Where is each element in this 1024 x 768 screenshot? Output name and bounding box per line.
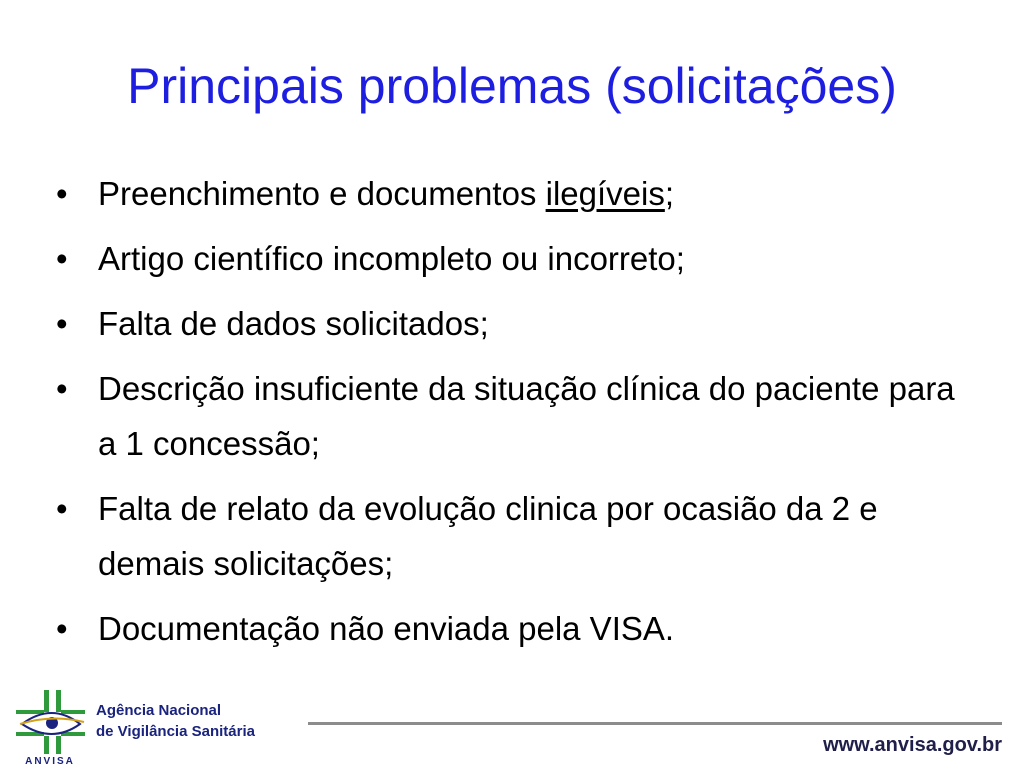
bullet-item	[56, 231, 976, 286]
footer-divider	[308, 722, 1002, 725]
agency-name	[96, 700, 255, 742]
slide-title: Principais problemas (solicitações)	[127, 58, 897, 114]
agency-line-1: Agência Nacional	[96, 702, 222, 719]
bullet-text-underlined: ilegíveis	[545, 175, 665, 212]
bullet-list	[56, 166, 976, 666]
bullet-text: Documentação não enviada pela VISA.	[98, 610, 675, 647]
bullet-dot: •	[56, 490, 68, 527]
bullet-item	[56, 296, 976, 351]
bullet-text-start: Preenchimento e documentos	[98, 175, 546, 212]
bullet-text: Artigo científico incompleto ou incorreto;	[98, 240, 685, 277]
bullet-text-end: ;	[664, 175, 675, 212]
bullet-item	[56, 166, 976, 221]
bullet-dot: •	[56, 240, 68, 277]
logo-text: ANVISA	[25, 756, 75, 766]
bullet-dot: •	[56, 370, 68, 407]
website-link[interactable]: www.anvisa.gov.br	[823, 734, 1002, 756]
bullet-text: Descrição insuficiente da situação clínica do paciente para a 1 concessão;	[98, 370, 955, 462]
bullet-item	[56, 601, 976, 656]
bullet-dot: •	[56, 175, 68, 212]
bullet-text: Falta de relato da evolução clinica por ocasião da 2 e demais solicitações;	[98, 490, 878, 582]
bullet-dot: •	[56, 610, 68, 647]
bullet-item	[56, 361, 976, 471]
anvisa-logo-icon	[14, 688, 86, 766]
bullet-text: Falta de dados solicitados;	[98, 305, 489, 342]
bullet-dot: •	[56, 305, 68, 342]
bullet-item	[56, 481, 976, 591]
agency-line-2: de Vigilância Sanitária	[96, 723, 255, 740]
